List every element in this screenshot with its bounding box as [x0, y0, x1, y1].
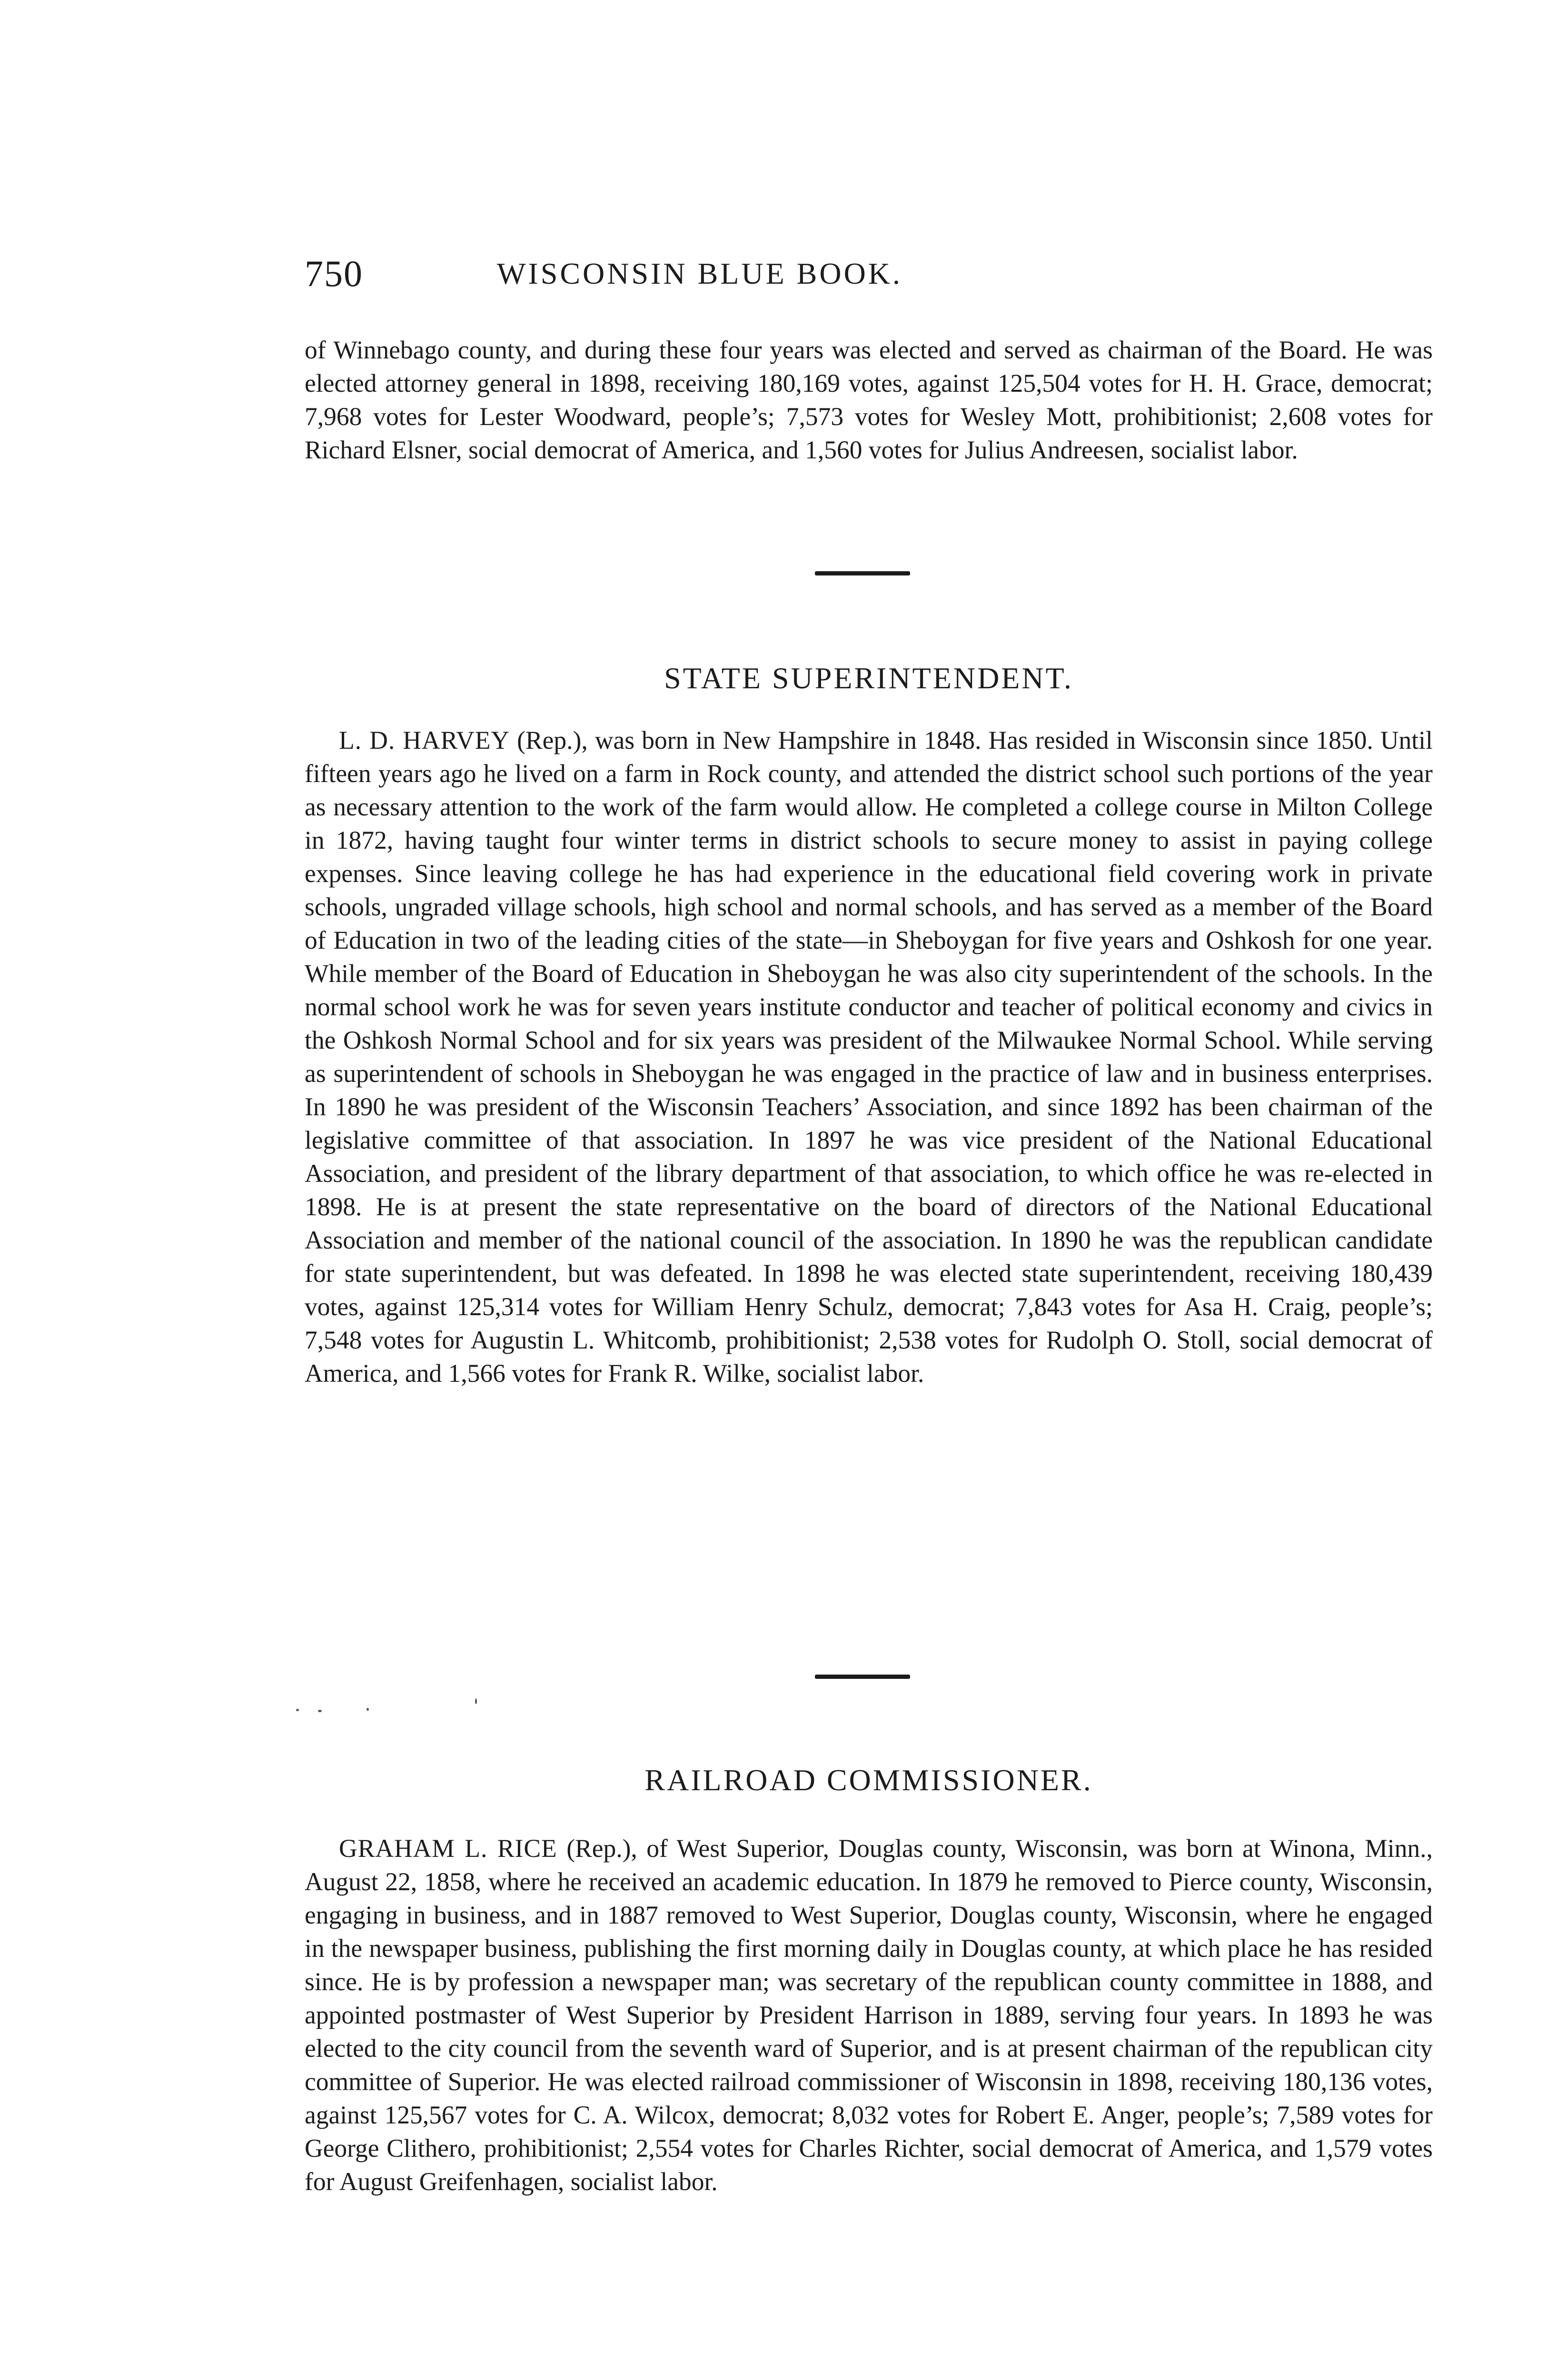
running-title: WISCONSIN BLUE BOOK. — [497, 257, 902, 290]
railroad-commissioner-block — [305, 1832, 1433, 2198]
person-name-rice: GRAHAM L. RICE — [339, 1834, 557, 1863]
page-number: 750 — [305, 253, 363, 294]
section-heading-railroad-commissioner: RAILROAD COMMISSIONER. — [644, 1763, 1093, 1797]
railroad-commissioner-paragraph — [305, 1832, 1433, 2198]
intro-paragraph-block — [305, 333, 1433, 466]
railroad-commissioner-text: (Rep.), of West Superior, Douglas county, Wisconsin, was born at Winona, Minn., August 22, 1858, where he received an academic education. In 1879 he removed to Pierce county, Wisconsin, engaging in business, and in 1887 removed to West Superior, Douglas county, Wisconsin, where he engaged in the newspaper business, publishing the first morning daily in Douglas county, at which place he has resided since. He is by profession a newspaper man; was secretary of the republican county committee in 1888, and appointed postmaster of West Superior by President Harrison in 1889, serving four years. In 1893 he was elected to the city council from the seventh ward of Superior, and is at present chairman of the republican city committee of Superior. He was elected railroad commissioner of Wisconsin in 1898, receiving 180,136 votes, against 125,567 votes for C. A. Wilcox, democrat; 8,032 votes for Robert E. Anger, people’s; 7,589 votes for George Clithero, prohibitionist; 2,554 votes for Charles Richter, social democrat of America, and 1,579 votes for August Greifenhagen, socialist labor. — [305, 1834, 1433, 2196]
state-superintendent-paragraph — [305, 724, 1433, 1390]
scan-speck — [475, 1698, 477, 1704]
person-name-harvey: L. D. HARVEY — [339, 726, 510, 754]
state-superintendent-text: (Rep.), was born in New Hampshire in 1848. Has resided in Wisconsin since 1850. Until fifteen years ago he lived on a farm in Rock county, and attended the district school such portions of the year as necessary attention to the work of the farm would allow. He completed a college course in Milton College in 1872, having taught four winter terms in district schools to secure money to assist in paying college expenses. Since leaving college he has had experience in the educational field covering work in private schools, ungraded village schools, high school and normal schools, and has served as a member of the Board of Education in two of the leading cities of the state—in Sheboygan for five years and Oshkosh for one year. While member of the Board of Education in Sheboygan he was also city superintendent of the schools. In the normal school work he was for seven years institute conductor and teacher of political economy and civics in the Oshkosh Normal School and for six years was president of the Milwaukee Normal School. While serving as superintendent of schools in Sheboygan he was engaged in the practice of law and in business enterprises. In 1890 he was president of the Wisconsin Teachers’ Association, and since 1892 has been chairman of the legislative committee of that association. In 1897 he was vice president of the National Educational Association, and president of the library department of that association, to which office he was re-elected in 1898. He is at present the state representative on the board of directors of the National Educational Association and member of the national council of the association. In 1890 he was the republican candidate for state superintendent, but was defeated. In 1898 he was elected state superintendent, receiving 180,439 votes, against 125,314 votes for William Henry Schulz, democrat; 7,843 votes for Asa H. Craig, people’s; 7,548 votes for Augustin L. Whitcomb, prohibitionist; 2,538 votes for Rudolph O. Stoll, social democrat of America, and 1,566 votes for Frank R. Wilke, socialist labor. — [305, 726, 1433, 1388]
running-head — [305, 248, 1095, 300]
scan-speck — [367, 1708, 369, 1711]
section-heading-state-superintendent: STATE SUPERINTENDENT. — [664, 661, 1073, 695]
intro-paragraph: of Winnebago county, and during these four years was elected and served as chairman of the Board. He was elected attorney general in 1898, receiving 180,169 votes, against 125,504 votes for H. H. Grace, democrat; 7,968 votes for Lester Woodward, people’s; 7,573 votes for Wesley Mott, prohibitionist; 2,608 votes for Richard Elsner, social democrat of America, and 1,560 votes for Julius Andreesen, socialist labor. — [305, 336, 1433, 464]
state-superintendent-block — [305, 724, 1433, 1390]
section-divider — [815, 571, 910, 575]
section-divider — [815, 1675, 910, 1679]
scan-speck — [318, 1710, 322, 1712]
scan-speck — [296, 1709, 299, 1711]
